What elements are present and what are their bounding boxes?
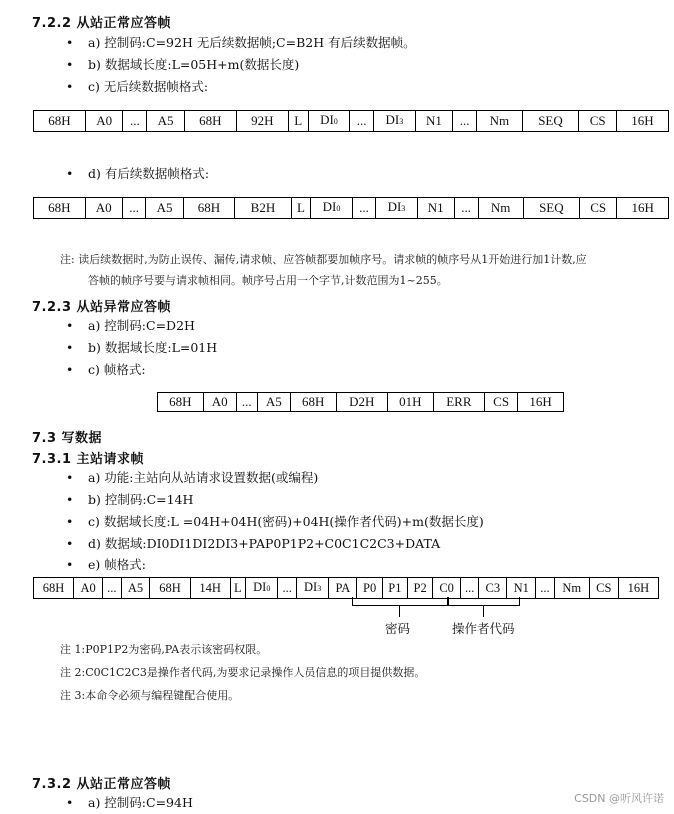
frame-cell: 68H bbox=[184, 111, 236, 132]
frame-table-no-follow bbox=[33, 110, 669, 132]
frame-cell: DI3 bbox=[296, 578, 328, 599]
list-item: • a) 控制码:C=92H 无后续数据帧;C=B2H 有后续数据帧。 bbox=[66, 35, 416, 50]
list-item: • c) 数据域长度:L =04H+04H(密码)+04H(操作者代码)+m(数据长度) bbox=[66, 514, 484, 529]
frame-cell: 14H bbox=[190, 578, 230, 599]
frame-cell: A5 bbox=[146, 198, 183, 219]
operator-label: 操作者代码 bbox=[452, 621, 515, 636]
frame-cell: N1 bbox=[415, 111, 453, 132]
frame-cell: Nm bbox=[478, 198, 523, 219]
frame-cell: DI0 bbox=[308, 111, 350, 132]
list-item: • d) 数据域:DI0DI1DI2DI3+PAP0P1P2+C0C1C2C3+DATA bbox=[66, 536, 441, 551]
frame-cell: A5 bbox=[257, 393, 290, 412]
frame-cell: ... bbox=[352, 198, 376, 219]
section-heading-73: 7.3 写数据 bbox=[32, 431, 103, 446]
frame-cell: ... bbox=[278, 578, 296, 599]
note-line: 注 1:P0P1P2为密码,PA表示该密码权限。 bbox=[60, 643, 268, 656]
frame-cell: CS bbox=[579, 111, 617, 132]
frame-cell: N1 bbox=[417, 198, 454, 219]
note-line: 答帧的帧序号要与请求帧相同。帧序号占用一个字节,计数范围为1~255。 bbox=[88, 274, 448, 287]
list-item: • b) 数据域长度:L=05H+m(数据长度) bbox=[66, 57, 300, 72]
frame-cell: ... bbox=[122, 198, 146, 219]
frame-cell: ... bbox=[350, 111, 374, 132]
frame-cell: P2 bbox=[408, 578, 433, 599]
list-item: • d) 有后续数据帧格式: bbox=[66, 166, 210, 181]
list-item: • b) 数据域长度:L=01H bbox=[66, 340, 218, 355]
frame-cell: D2H bbox=[336, 393, 387, 412]
frame-cell: ERR bbox=[433, 393, 484, 412]
password-bracket bbox=[352, 597, 448, 606]
frame-cell: A0 bbox=[203, 393, 236, 412]
frame-cell: 68H bbox=[34, 578, 74, 599]
frame-cell: ... bbox=[453, 111, 477, 132]
frame-cell: A5 bbox=[121, 578, 150, 599]
frame-cell: C0 bbox=[433, 578, 461, 599]
frame-cell: Nm bbox=[477, 111, 523, 132]
frame-cell: N1 bbox=[507, 578, 536, 599]
frame-cell: SEQ bbox=[522, 111, 579, 132]
frame-cell: L bbox=[291, 198, 311, 219]
frame-cell: ... bbox=[536, 578, 554, 599]
section-heading-732: 7.3.2 从站正常应答帧 bbox=[32, 777, 172, 792]
list-item: • e) 帧格式: bbox=[66, 557, 146, 572]
list-item: • a) 控制码:C=94H bbox=[66, 795, 193, 810]
section-heading-723: 7.2.3 从站异常应答帧 bbox=[32, 300, 172, 315]
list-item: • a) 控制码:C=D2H bbox=[66, 318, 195, 333]
list-item: • a) 功能:主站向从站请求设置数据(或编程) bbox=[66, 470, 319, 485]
frame-cell: A0 bbox=[85, 198, 122, 219]
frame-cell: DI3 bbox=[374, 111, 416, 132]
frame-cell: B2H bbox=[235, 198, 291, 219]
frame-cell: DI0 bbox=[311, 198, 352, 219]
operator-bracket-stem bbox=[483, 605, 484, 617]
frame-cell: L bbox=[230, 578, 245, 599]
frame-cell: PA bbox=[329, 578, 357, 599]
frame-table-follow bbox=[33, 197, 669, 219]
frame-cell: P1 bbox=[382, 578, 407, 599]
frame-cell: 16H bbox=[618, 578, 658, 599]
section-heading-731: 7.3.1 主站请求帧 bbox=[32, 452, 145, 467]
list-item: • b) 控制码:C=14H bbox=[66, 492, 194, 507]
frame-cell: 68H bbox=[34, 111, 86, 132]
frame-cell: 16H bbox=[617, 198, 669, 219]
frame-cell: L bbox=[288, 111, 308, 132]
watermark: CSDN @听风许诺 bbox=[574, 792, 664, 805]
frame-cell: P0 bbox=[357, 578, 382, 599]
frame-cell: ... bbox=[454, 198, 478, 219]
note-line: 注 2:C0C1C2C3是操作者代码,为要求记录操作人员信息的项目提供数据。 bbox=[60, 666, 426, 679]
frame-cell: CS bbox=[580, 198, 617, 219]
frame-cell: CS bbox=[589, 578, 618, 599]
frame-cell: C3 bbox=[479, 578, 507, 599]
frame-cell: SEQ bbox=[523, 198, 579, 219]
frame-cell: 68H bbox=[150, 578, 190, 599]
frame-cell: CS bbox=[485, 393, 518, 412]
frame-cell: 68H bbox=[290, 393, 336, 412]
frame-cell: ... bbox=[123, 111, 147, 132]
frame-cell: 16H bbox=[616, 111, 668, 132]
note-line: 注 3:本命令必须与编程键配合使用。 bbox=[60, 689, 240, 702]
frame-table-error bbox=[157, 392, 564, 412]
list-item: • c) 帧格式: bbox=[66, 362, 146, 377]
password-label: 密码 bbox=[385, 621, 411, 636]
frame-cell: DI0 bbox=[246, 578, 278, 599]
frame-cell: A5 bbox=[147, 111, 185, 132]
frame-cell: 92H bbox=[236, 111, 288, 132]
frame-cell: ... bbox=[461, 578, 479, 599]
frame-table-write bbox=[33, 577, 659, 599]
note-line: 注: 读后续数据时,为防止误传、漏传,请求帧、应答帧都要加帧序号。请求帧的帧序号从1开始进行加1计数,应 bbox=[60, 253, 587, 266]
frame-cell: A0 bbox=[85, 111, 123, 132]
frame-cell: ... bbox=[236, 393, 257, 412]
frame-cell: 68H bbox=[34, 198, 86, 219]
frame-cell: Nm bbox=[554, 578, 589, 599]
section-heading-722: 7.2.2 从站正常应答帧 bbox=[32, 16, 172, 31]
list-item: • c) 无后续数据帧格式: bbox=[66, 79, 209, 94]
frame-cell: DI3 bbox=[376, 198, 417, 219]
frame-cell: 16H bbox=[518, 393, 564, 412]
operator-bracket bbox=[448, 597, 520, 606]
frame-cell: 68H bbox=[183, 198, 235, 219]
frame-cell: ... bbox=[103, 578, 121, 599]
frame-cell: A0 bbox=[74, 578, 103, 599]
frame-cell: 01H bbox=[387, 393, 433, 412]
frame-cell: 68H bbox=[158, 393, 204, 412]
password-bracket-stem bbox=[399, 605, 400, 617]
